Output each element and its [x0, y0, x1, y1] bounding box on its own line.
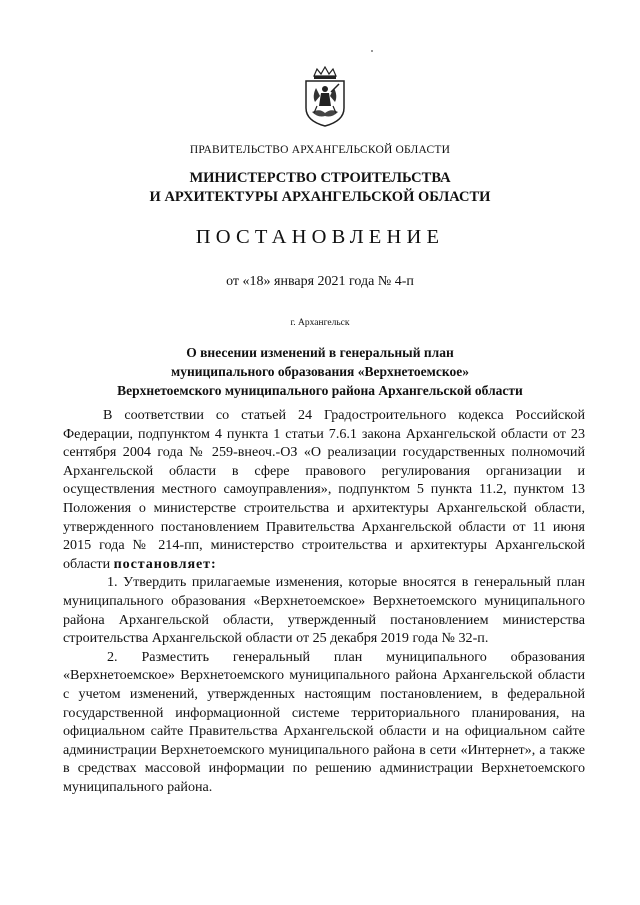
- ministry-name: [0, 169, 640, 207]
- city-name: г. Архангельск: [290, 318, 350, 328]
- item-2-paragraph: 2. Разместить генеральный план муниципального образования «Верхнетоемское» Верхнетоемского муниципального района Архангельской области с учетом изменений, утвержденных настоящим постановлением, в федеральной государственной информационной системе территориального планирования, на официальном сайте Правительства Архангельской области и на официальном сайте администрации Верхнетоемского муниципального района в сети «Интернет», а также в средствах массовой информации по решению администрации Верхнетоемского муниципального района.: [63, 648, 585, 795]
- ministry-line-2: И АРХИТЕКТУРЫ АРХАНГЕЛЬСКОЙ ОБЛАСТИ: [149, 189, 491, 205]
- document-body: [63, 406, 585, 796]
- date-and-number: от «18» января 2021 года № 4-п: [226, 274, 414, 289]
- subject-line-1: О внесении изменений в генеральный план: [186, 345, 454, 360]
- item-1-paragraph: 1. Утвердить прилагаемые изменения, которые вносятся в генеральный план муниципального образования «Верхнетоемское» Верхнетоемского муниципального района Архангельской области, утвержденный постановлением министерства строительства Архангельской области от 25 декабря 2019 года № 32-п.: [63, 574, 585, 647]
- subject-line-2: муниципального образования «Верхнетоемское»: [171, 364, 469, 379]
- arkhangelsk-coat-of-arms-icon: [302, 66, 348, 128]
- subject-line-3: Верхнетоемского муниципального района Архангельской области: [117, 383, 523, 398]
- document-subject: [0, 343, 640, 400]
- government-name: ПРАВИТЕЛЬСТВО АРХАНГЕЛЬСКОЙ ОБЛАСТИ: [189, 144, 451, 156]
- preamble-text: В соответствии со статьей 24 Градостроительного кодекса Российской Федерации, подпунктом 4 пункта 1 статьи 7.6.1 закона Архангельской области от 23 сентября 2004 года № 259-внеоч.-ОЗ «О реализации государственных полномочий Архангельской области в сфере правового регулирования организации и осуществления местного самоуправления», подпунктом 5 пункта 11.2, пунктом 13 Положения о министерстве строительства и архитектуры Архангельской области, утвержденного постановлением Правительства Архангельской области от 11 июня 2015 года № 214-пп, министерство строительства и архитектуры Архангельской области: [63, 407, 585, 572]
- document-type: ПОСТАНОВЛЕНИЕ: [195, 226, 445, 248]
- preamble-paragraph: [63, 406, 585, 573]
- decree-word: постановляет:: [113, 555, 217, 572]
- scan-speck: [371, 50, 373, 52]
- ministry-line-1: МИНИСТЕРСТВО СТРОИТЕЛЬСТВА: [189, 170, 451, 186]
